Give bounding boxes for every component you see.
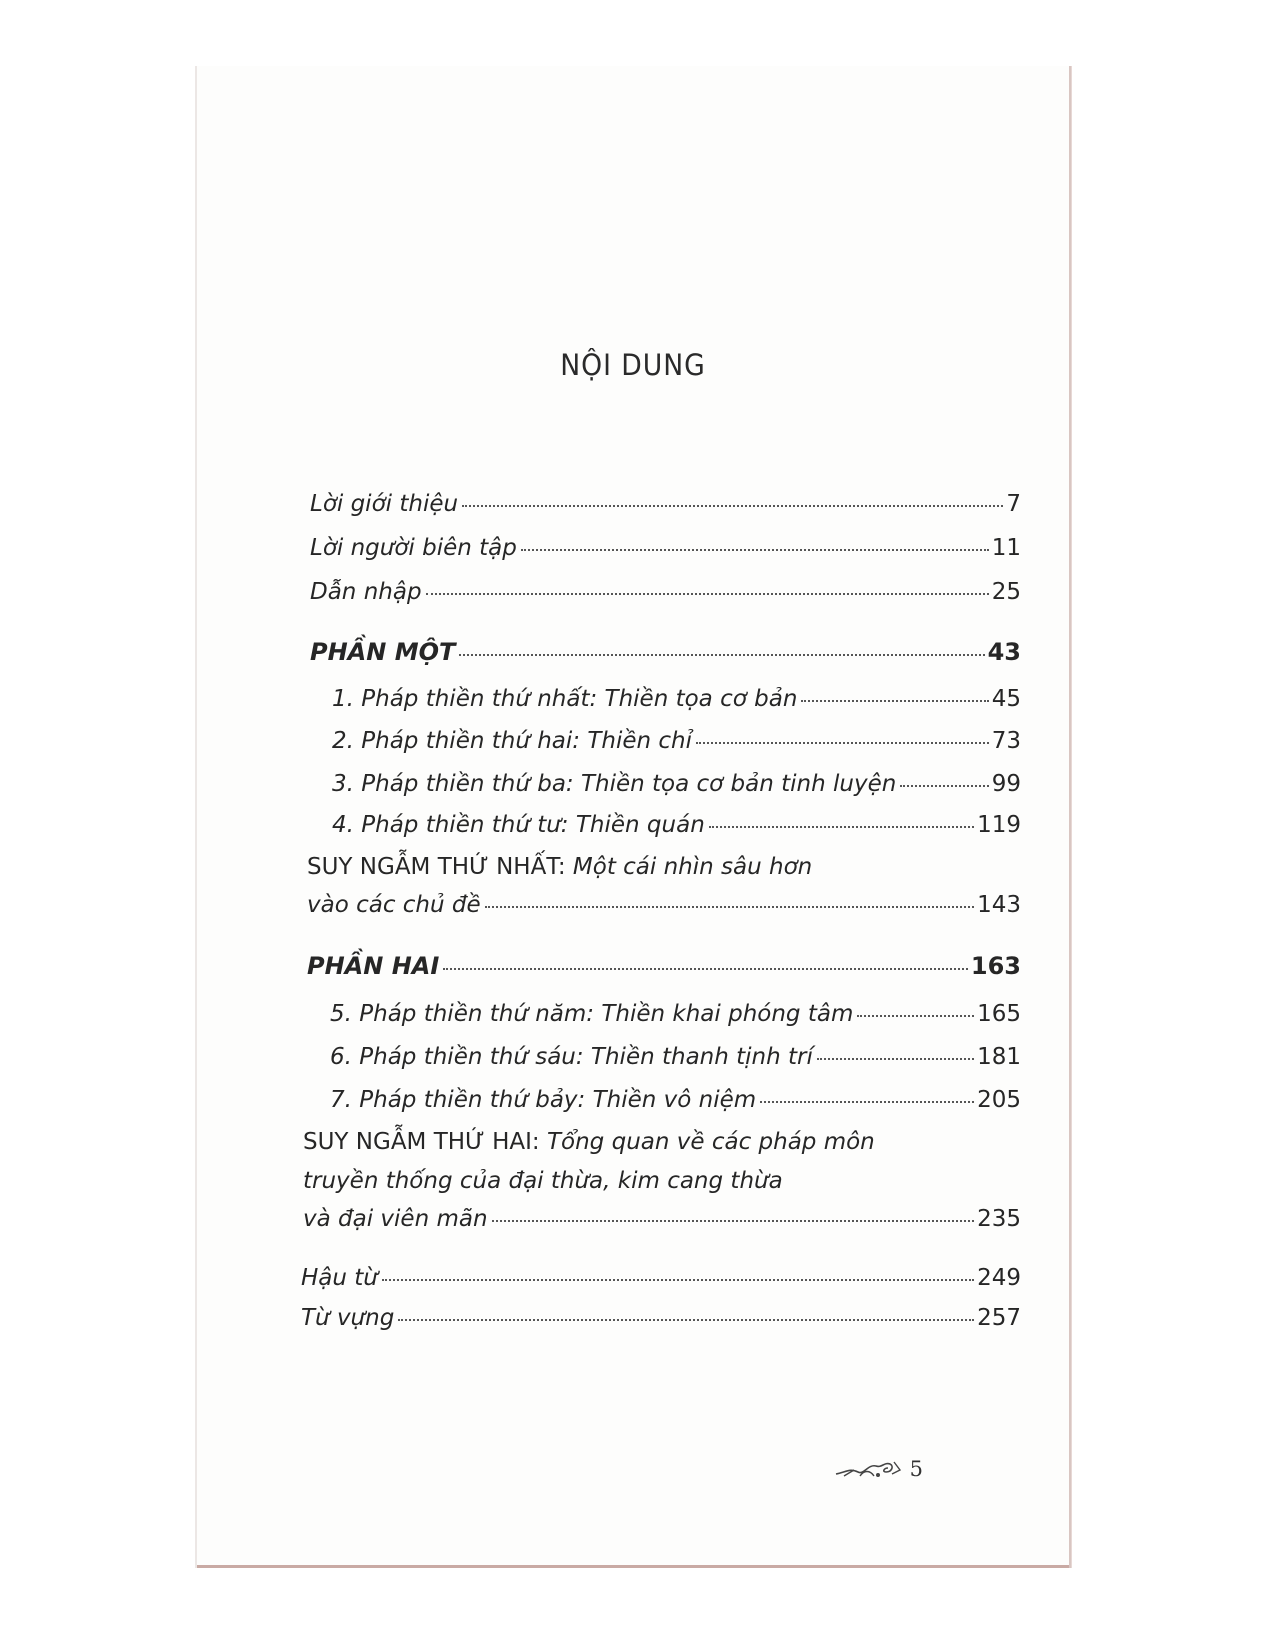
- book-page: [195, 66, 1072, 1568]
- toc-entry-label: Tổng quan về các pháp môn: [539, 1129, 875, 1155]
- toc-entry-label: 2. Pháp thiền thứ hai: Thiền chỉ: [332, 728, 693, 754]
- toc-entry: [330, 1001, 1021, 1027]
- toc-multiline-label: [303, 1168, 783, 1194]
- leader-dots: [492, 1220, 975, 1222]
- decorative-flourish-icon: [834, 1458, 904, 1480]
- toc-part-heading: [307, 952, 1021, 980]
- toc-entry: [332, 812, 1021, 838]
- leader-dots: [459, 654, 984, 656]
- toc-entry-label: 3. Pháp thiền thứ ba: Thiền tọa cơ bản tinh luyện: [332, 771, 897, 797]
- toc-entry-label: PHẦN HAI: [307, 952, 440, 980]
- toc-entry-label: truyền thống của đại thừa, kim cang thừa: [303, 1168, 783, 1194]
- toc-entry-page: 25: [991, 579, 1021, 605]
- toc-entry-page: 249: [977, 1265, 1021, 1291]
- page-title: NỘI DUNG: [560, 348, 706, 382]
- toc-entry-caps: SUY NGẪM THỨ HAI:: [303, 1129, 540, 1155]
- toc-entry-caps: SUY NGẪM THỨ NHẤT:: [307, 854, 566, 880]
- leader-dots: [857, 1015, 974, 1017]
- toc-entry-page: 7: [1006, 491, 1021, 517]
- toc-entry-page: 165: [977, 1001, 1021, 1027]
- toc-entry-label: vào các chủ đề: [307, 892, 481, 918]
- toc-entry-page: 11: [991, 535, 1021, 561]
- toc-entry-label: Lời người biên tập: [310, 535, 517, 561]
- toc-entry-page: 119: [977, 812, 1021, 838]
- page-number: 5: [909, 1457, 923, 1481]
- toc-entry-label: 1. Pháp thiền thứ nhất: Thiền tọa cơ bản: [332, 686, 798, 712]
- toc-entry-label: 5. Pháp thiền thứ năm: Thiền khai phóng tâm: [330, 1001, 854, 1027]
- page-footer: [834, 1457, 923, 1481]
- toc-entry-label: 4. Pháp thiền thứ tư: Thiền quán: [332, 812, 705, 838]
- toc-entry: [307, 892, 1021, 918]
- toc-entry: [332, 728, 1021, 754]
- toc-entry-page: 205: [977, 1087, 1021, 1113]
- leader-dots: [760, 1101, 974, 1103]
- toc-entry-label: PHẦN MỘT: [310, 638, 456, 666]
- toc-entry-label: Một cái nhìn sâu hơn: [565, 854, 813, 880]
- toc-multiline-label: [307, 854, 812, 880]
- toc-entry-page: 45: [991, 686, 1021, 712]
- toc-entry-page: 163: [970, 952, 1021, 980]
- leader-dots: [382, 1279, 974, 1281]
- toc-entry: [332, 771, 1021, 797]
- toc-entry-page: 43: [987, 638, 1021, 666]
- toc-entry-label: Lời giới thiệu: [310, 491, 459, 517]
- toc-entry-label: 7. Pháp thiền thứ bảy: Thiền vô niệm: [330, 1087, 757, 1113]
- leader-dots: [485, 906, 974, 908]
- leader-dots: [900, 785, 988, 787]
- toc-entry-page: 257: [977, 1305, 1021, 1331]
- toc-entry: [330, 1044, 1021, 1070]
- toc-entry-label: 6. Pháp thiền thứ sáu: Thiền thanh tịnh trí: [330, 1044, 813, 1070]
- leader-dots: [801, 700, 988, 702]
- toc-entry: [301, 1265, 1021, 1291]
- toc-entry-page: 99: [991, 771, 1021, 797]
- leader-dots: [426, 593, 989, 595]
- toc-part-heading: [310, 638, 1021, 666]
- toc-entry: [310, 579, 1021, 605]
- toc-entry: [310, 491, 1021, 517]
- leader-dots: [398, 1319, 974, 1321]
- leader-dots: [817, 1058, 974, 1060]
- leader-dots: [462, 505, 1003, 507]
- toc-entry-label: Hậu từ: [301, 1265, 378, 1291]
- leader-dots: [709, 826, 974, 828]
- toc-entry: [310, 535, 1021, 561]
- leader-dots: [443, 968, 968, 970]
- toc-entry-page: 235: [977, 1206, 1021, 1232]
- table-of-contents: [195, 66, 1071, 1568]
- toc-entry-label: Từ vựng: [301, 1305, 395, 1331]
- toc-entry: [301, 1305, 1021, 1331]
- toc-entry-label: Dẫn nhập: [310, 579, 422, 605]
- leader-dots: [696, 742, 989, 744]
- toc-entry-page: 181: [977, 1044, 1021, 1070]
- leader-dots: [521, 549, 989, 551]
- toc-multiline-label: [303, 1129, 875, 1155]
- toc-entry-page: 73: [991, 728, 1021, 754]
- toc-entry-label: và đại viên mãn: [303, 1206, 488, 1232]
- toc-entry: [303, 1206, 1021, 1232]
- toc-entry: [332, 686, 1021, 712]
- toc-entry: [330, 1087, 1021, 1113]
- toc-entry-page: 143: [977, 892, 1021, 918]
